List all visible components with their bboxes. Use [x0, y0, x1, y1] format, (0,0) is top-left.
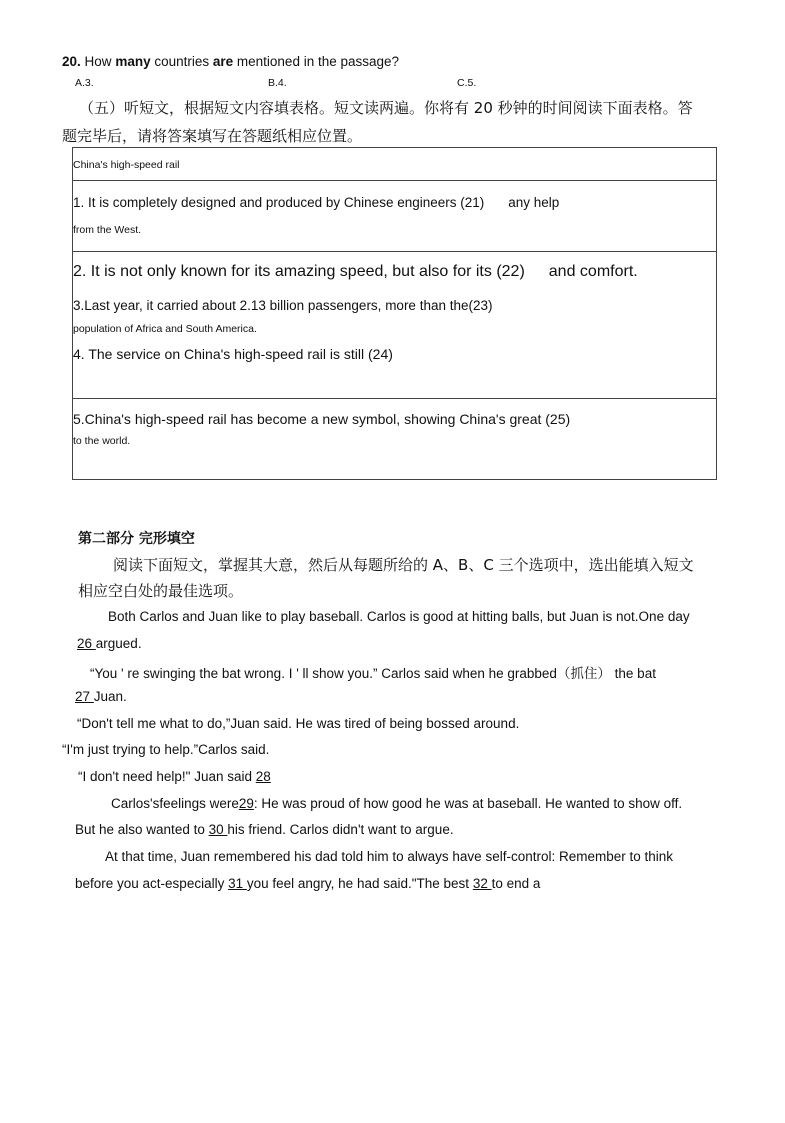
question-20 [62, 54, 399, 69]
table-row [73, 399, 716, 481]
table-item-25: 5.China's high-speed rail has become a new symbol, showing China's great (25) [73, 411, 571, 427]
listening-instruction-line2: 题完毕后，请将答案填写在答题纸相应位置。 [62, 127, 363, 145]
passage-line: “Don't tell me what to do,”Juan said. He was tired of being bossed around. [77, 716, 520, 731]
table-item-24: 4. The service on China's high-speed rail is still (24) [73, 346, 393, 362]
blank-27[interactable]: 27 [75, 689, 94, 704]
listening-instruction-line1: （五）听短文，根据短文内容填表格。短文读两遍。你将有 20 秒钟的时间阅读下面表格。答 [79, 99, 693, 117]
passage-line: “You ' re swinging the bat wrong. I ' ll show you.” Carlos said when he grabbed（抓住） the bat [90, 666, 656, 681]
blank-28[interactable]: 28 [255, 769, 271, 784]
question-text-bold-1: many [115, 54, 151, 69]
passage-line: “I'm just trying to help.”Carlos said. [62, 742, 270, 757]
table-item-25-cont: to the world. [73, 435, 131, 447]
table-item-21: 1. It is completely designed and produced by Chinese engineers (21) any help [73, 195, 560, 210]
option-b: B.4. [268, 77, 287, 89]
blank-29[interactable]: 29 [238, 796, 254, 811]
option-c: C.5. [457, 77, 477, 89]
passage-line: “I don't need help!" Juan said 28 [78, 769, 271, 784]
table-row [73, 252, 716, 399]
table-item-22: 2. It is not only known for its amazing speed, but also for its (22) and comfort. [73, 263, 638, 280]
blank-31[interactable]: 31 [228, 876, 247, 891]
table-row [73, 181, 716, 252]
table-item-23: 3.Last year, it carried about 2.13 billion passengers, more than the(23) [73, 298, 493, 313]
question-number: 20. [62, 54, 81, 69]
table-title: China's high-speed rail [73, 159, 180, 171]
passage-line: But he also wanted to 30 his friend. Carlos didn't want to argue. [75, 822, 454, 837]
table-row [73, 148, 716, 181]
blank-32[interactable]: 32 [472, 876, 492, 891]
question-text-bold-2: are [212, 54, 234, 69]
passage-line: before you act-especially 31 you feel angry, he had said."The best 32 to end a [75, 876, 541, 891]
passage-line: 27 Juan. [75, 689, 127, 704]
rail-table [72, 147, 717, 480]
cloze-instruction-line2: 相应空白处的最佳选项。 [78, 582, 244, 600]
blank-26[interactable]: 26 [77, 636, 96, 651]
table-item-23-cont: population of Africa and South America. [73, 323, 257, 335]
question-text-3: mentioned in the passage? [233, 54, 400, 69]
passage-line: Both Carlos and Juan like to play baseball. Carlos is good at hitting balls, but Juan is not.One day [108, 609, 690, 624]
table-item-21-cont: from the West. [73, 224, 142, 236]
blank-30[interactable]: 30 [208, 822, 228, 837]
passage-line: Carlos'sfeelings were29: He was proud of how good he was at baseball. He wanted to show off. [111, 796, 683, 811]
cloze-instruction-line1: 阅读下面短文，掌握其大意，然后从每题所给的 A、B、C 三个选项中，选出能填入短文 [113, 556, 694, 574]
section-title: 第二部分 完形填空 [78, 531, 195, 547]
option-a: A.3. [75, 77, 94, 89]
question-text-1: How [84, 54, 116, 69]
passage-line: 26 argued. [77, 636, 142, 651]
passage-line: At that time, Juan remembered his dad told him to always have self-control: Remember to think [105, 849, 674, 864]
question-text-2: countries [150, 54, 213, 69]
